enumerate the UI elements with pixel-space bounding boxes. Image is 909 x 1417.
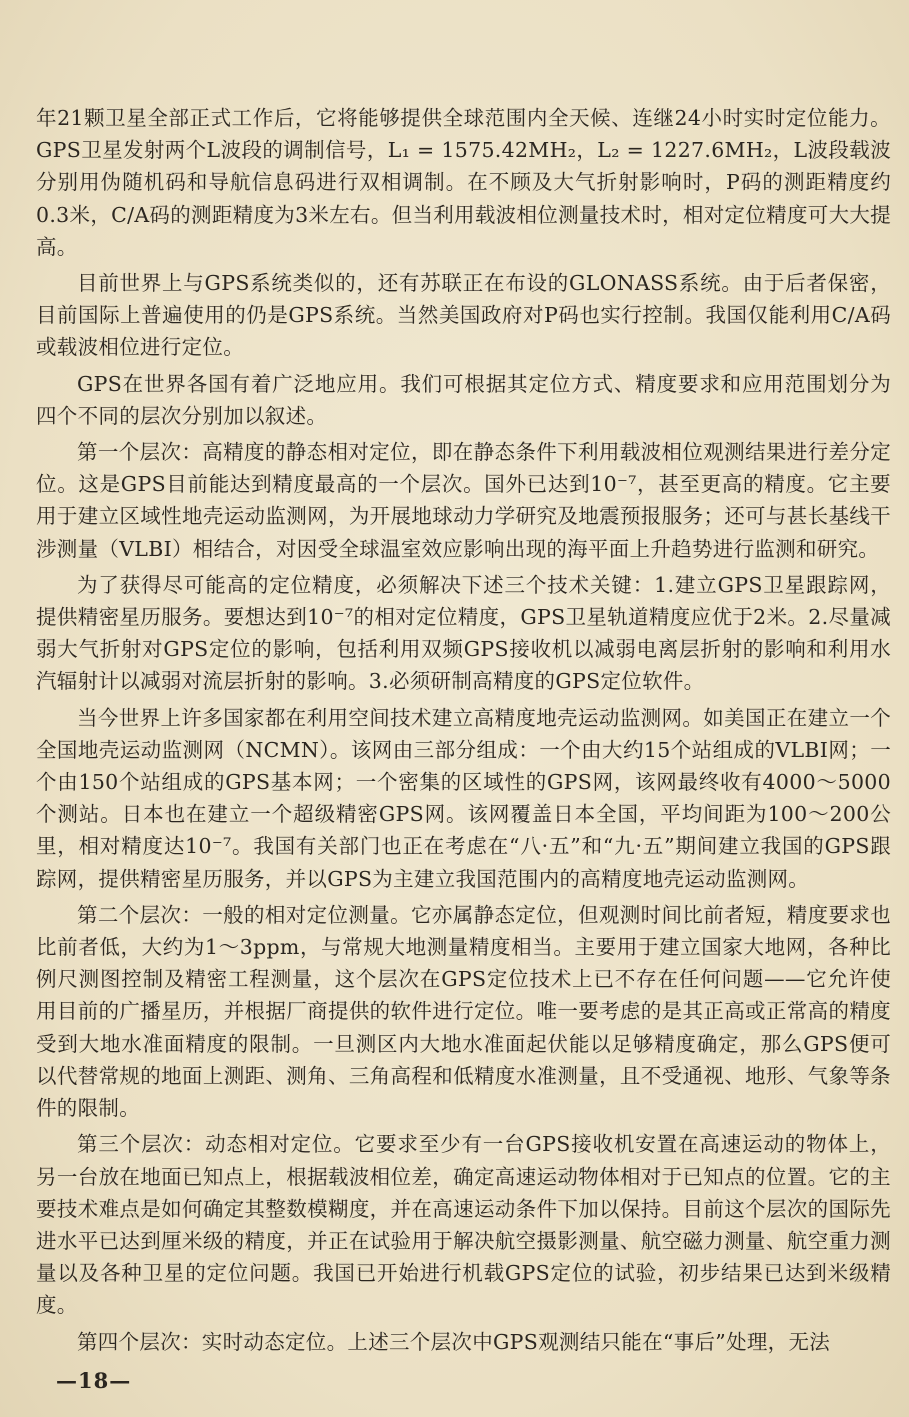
paragraph-level-one: 第一个层次：高精度的静态相对定位，即在静态条件下利用载波相位观测结果进行差分定位。这是GPS目前能达到精度最高的一个层次。国外已达到10⁻⁷，甚至更高的精度。它主要用于建立区域性地壳运动监测网，为开展地球动力学研究及地震预报服务；还可与甚长基线干涉测量（VLBI）相结合，对因受全球温室效应影响出现的海平面上升趋势进行监测和研究。	[36, 440, 891, 561]
paragraph-continuation: 年21颗卫星全部正式工作后，它将能够提供全球范围内全天候、连继24小时实时定位能力。GPS卫星发射两个L波段的调制信号，L₁ = 1575.42MH₂，L₂ = 1227.6MH₂，L波段载波分别用伪随机码和导航信息码进行双相调制。在不顾及大气折射影响时，P码的测距精度约0.3米，C/A码的测距精度为3米左右。但当利用载波相位测量技术时，相对定位精度可大大提高。	[36, 106, 891, 259]
paragraph-technical-keys: 为了获得尽可能高的定位精度，必须解决下述三个技术关键：1.建立GPS卫星跟踪网，提供精密星历服务。要想达到10⁻⁷的相对定位精度，GPS卫星轨道精度应优于2米。2.尽量减弱大气折射对GPS定位的影响，包括利用双频GPS接收机以减弱电离层折射的影响和利用水汽辐射计以减弱对流层折射的影响。3.必须研制高精度的GPS定位软件。	[36, 572, 891, 694]
body-text	[36, 102, 891, 1362]
page-number: —18—	[56, 1368, 132, 1393]
paragraph-application-levels: GPS在世界各国有着广泛地应用。我们可根据其定位方式、精度要求和应用范围划分为四个不同的层次分别加以叙述。	[36, 371, 891, 428]
paragraph-level-two: 第二个层次：一般的相对定位测量。它亦属静态定位，但观测时间比前者短，精度要求也比前者低，大约为1～3ppm，与常规大地测量精度相当。主要用于建立国家大地网，各种比例尺测图控制及精密工程测量，这个层次在GPS定位技术上已不存在任何问题——它允许使用目前的广播星历，并根据厂商提供的软件进行定位。唯一要考虑的是其正高或正常高的精度受到大地水准面精度的限制。一旦测区内大地水准面起伏能以足够精度确定，那么GPS便可以代替常规的地面上测距、测角、三角高程和低精度水准测量，且不受通视、地形、气象等条件的限制。	[36, 902, 891, 1121]
paragraph-glonass: 目前世界上与GPS系统类似的，还有苏联正在布设的GLONASS系统。由于后者保密，目前国际上普遍使用的仍是GPS系统。当然美国政府对P码也实行控制。我国仅能利用C/A码或载波相位进行定位。	[36, 271, 891, 360]
paragraph-level-three: 第三个层次：动态相对定位。它要求至少有一台GPS接收机安置在高速运动的物体上，另一台放在地面已知点上，根据载波相位差，确定高速运动物体相对于已知点的位置。它的主要技术难点是如何确定其整数模糊度，并在高速运动条件下加以保持。目前这个层次的国际先进水平已达到厘米级的精度，并正在试验用于解决航空摄影测量、航空磁力测量、航空重力测量以及各种卫星的定位问题。我国已开始进行机载GPS定位的试验，初步结果已达到米级精度。	[36, 1132, 891, 1318]
paragraph-monitoring-networks: 当今世界上许多国家都在利用空间技术建立高精度地壳运动监测网。如美国正在建立一个全国地壳运动监测网（NCMN）。该网由三部分组成：一个由大约15个站组成的VLBI网；一个由150个站组成的GPS基本网；一个密集的区域性的GPS网，该网最终收有4000～5000个测站。日本也在建立一个超级精密GPS网。该网覆盖日本全国，平均间距为100～200公里，相对精度达10⁻⁷。我国有关部门也正在考虑在“八·五”和“九·五”期间建立我国的GPS跟踪网，提供精密星历服务，并以GPS为主建立我国范围内的高精度地壳运动监测网。	[36, 705, 891, 891]
paragraph-level-four: 第四个层次：实时动态定位。上述三个层次中GPS观测结只能在“事后”处理，无法	[77, 1329, 831, 1354]
